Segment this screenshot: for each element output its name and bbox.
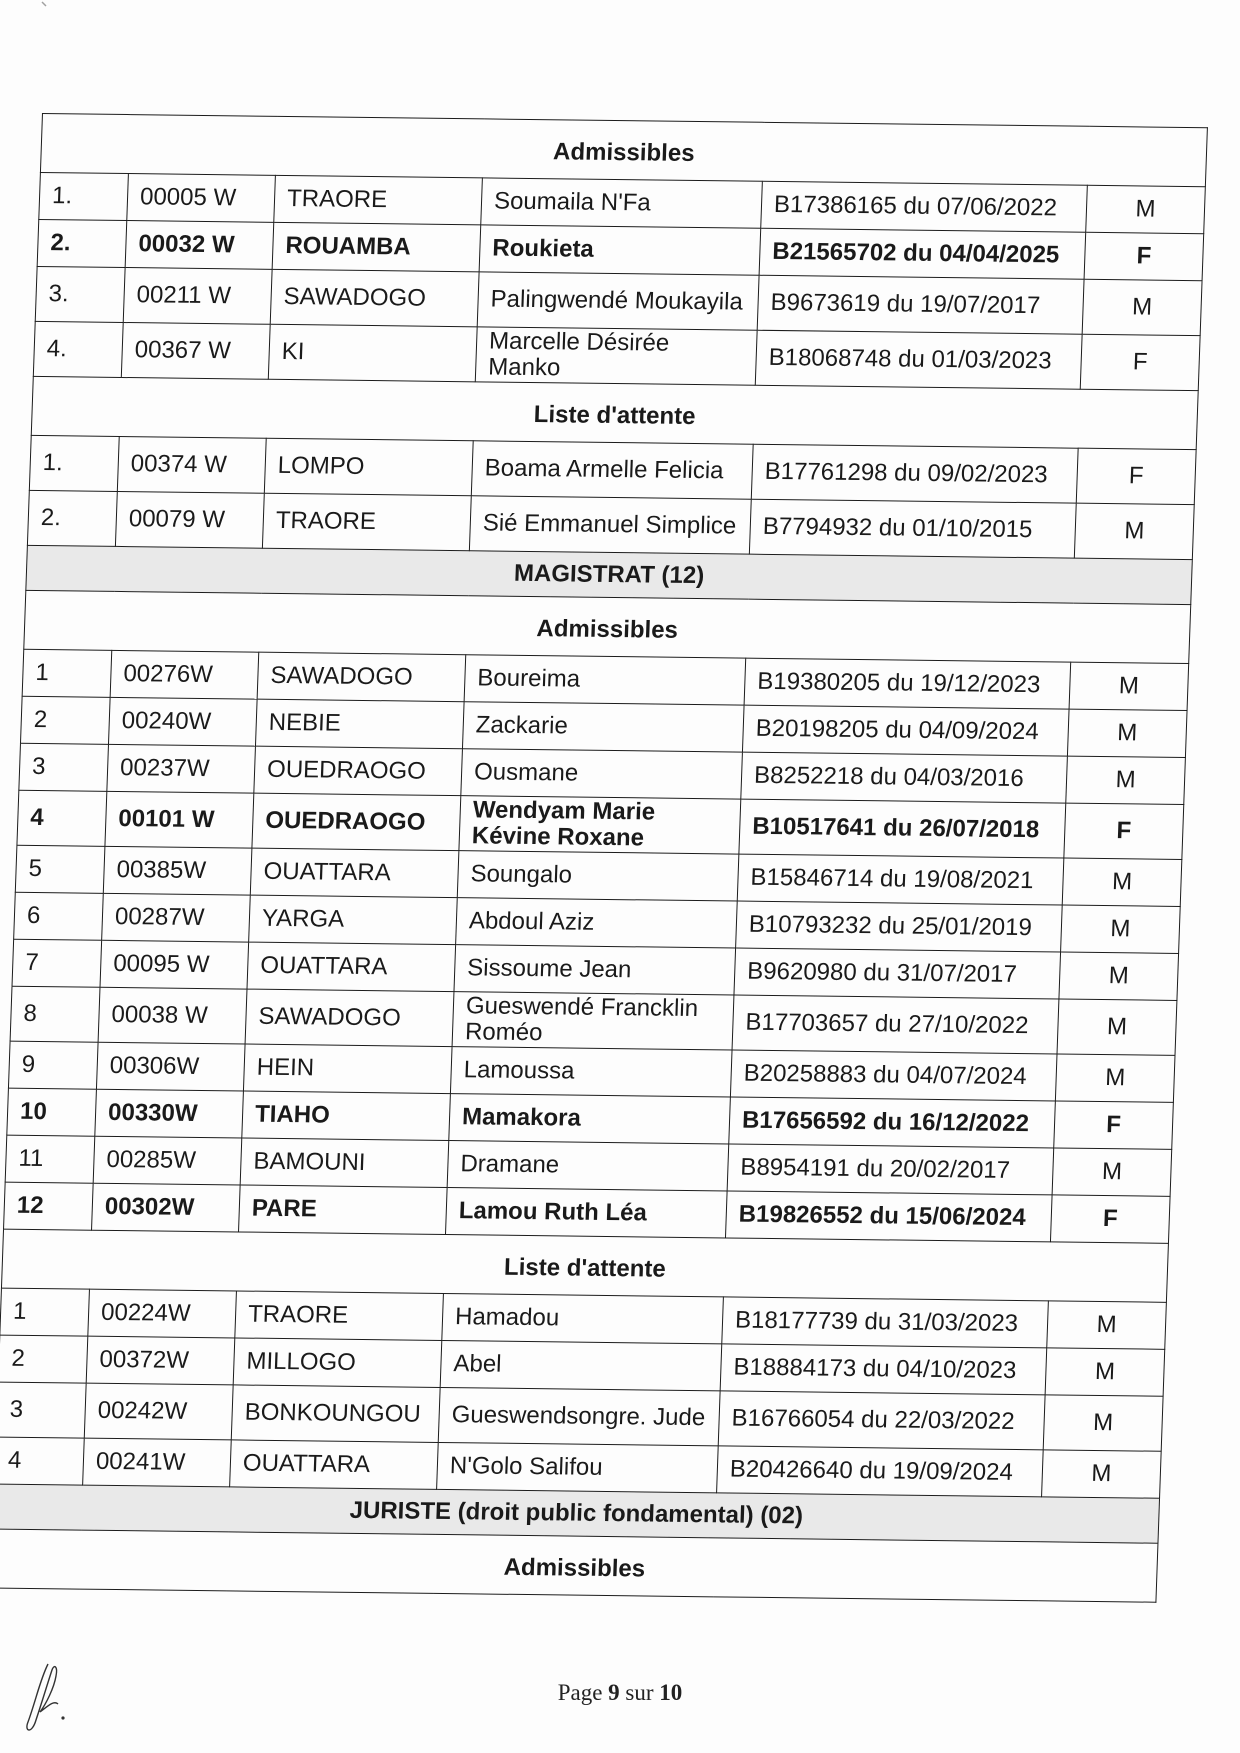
last-name-cell: TRAORE: [274, 175, 483, 225]
id-document-cell: B17386165 du 07/06/2022: [761, 181, 1088, 232]
first-name-cell: Sissoume Jean: [454, 945, 736, 995]
rank-cell: 1: [0, 1288, 89, 1336]
scan-artifact-icon: [20, 0, 80, 60]
registration-number-cell: 00302W: [92, 1183, 241, 1232]
rank-cell: 4.: [33, 321, 123, 377]
registration-number-cell: 00224W: [88, 1289, 237, 1338]
rank-cell: 6: [14, 892, 104, 940]
page-current: 9: [608, 1680, 620, 1705]
first-name-cell: Gueswendsongre. Jude: [438, 1387, 720, 1445]
first-name-cell: Ousmane: [461, 749, 743, 799]
rank-cell: 1.: [39, 172, 129, 220]
registration-number-cell: 00287W: [102, 893, 251, 942]
registration-number-cell: 00211 W: [123, 268, 272, 325]
first-name-cell: Soumaila N'Fa: [481, 178, 763, 228]
sex-cell: F: [1050, 1195, 1170, 1243]
group-label: Liste d'attente: [31, 376, 1198, 449]
registration-number-cell: 00038 W: [98, 987, 247, 1044]
last-name-cell: TIAHO: [242, 1091, 451, 1141]
id-document-cell: B18177739 du 31/03/2023: [722, 1297, 1049, 1348]
registration-number-cell: 00276W: [110, 650, 259, 699]
id-document-cell: B8252218 du 04/03/2016: [741, 752, 1068, 803]
rank-cell: 4: [17, 790, 107, 846]
sex-cell: M: [1042, 1450, 1162, 1498]
id-document-cell: B17703657 du 27/10/2022: [732, 995, 1059, 1054]
id-document-cell: B8954191 du 20/02/2017: [727, 1144, 1054, 1195]
registration-number-cell: 00241W: [83, 1438, 232, 1487]
sex-cell: M: [1047, 1301, 1167, 1349]
last-name-cell: TRAORE: [262, 493, 471, 551]
sex-cell: M: [1062, 858, 1182, 906]
last-name-cell: BAMOUNI: [240, 1138, 449, 1188]
last-name-cell: TRAORE: [235, 1291, 444, 1341]
id-document-cell: B18068748 du 01/03/2023: [755, 330, 1082, 389]
first-name-cell: Roukieta: [479, 225, 761, 275]
group-label: Admissibles: [40, 114, 1207, 187]
last-name-cell: OUATTARA: [247, 942, 456, 992]
registration-number-cell: 00079 W: [115, 491, 264, 548]
id-document-cell: B9620980 du 31/07/2017: [734, 948, 1061, 999]
sex-cell: M: [1069, 662, 1189, 710]
registration-number-cell: 00095 W: [100, 940, 249, 989]
sex-cell: F: [1064, 803, 1184, 859]
sex-cell: F: [1076, 448, 1196, 504]
sex-cell: F: [1080, 334, 1200, 390]
last-name-cell: OUEDRAOGO: [252, 793, 461, 851]
rank-cell: 7: [12, 939, 102, 987]
page-sep: sur: [625, 1680, 654, 1705]
results-table-container: [0, 113, 1207, 1603]
section-title: JURISTE (droit public fondamental) (02): [0, 1484, 1160, 1543]
page-total: 10: [659, 1680, 683, 1705]
rank-cell: 12: [4, 1182, 94, 1230]
registration-number-cell: 00374 W: [117, 436, 266, 493]
rank-cell: 1.: [29, 435, 119, 491]
rank-cell: 3: [0, 1382, 86, 1438]
first-name-cell: Sié Emmanuel Simplice: [469, 496, 751, 554]
id-document-cell: B21565702 du 04/04/2025: [759, 228, 1086, 279]
registration-number-cell: 00306W: [96, 1042, 245, 1091]
first-name-cell: Palingwendé Moukayila: [477, 272, 759, 330]
sex-cell: F: [1054, 1101, 1174, 1149]
first-name-cell: Marcelle Désirée Manko: [475, 327, 757, 385]
registration-number-cell: 00367 W: [121, 323, 270, 380]
id-document-cell: B15846714 du 19/08/2021: [737, 854, 1064, 905]
results-table-body: [0, 114, 1207, 1603]
sex-cell: M: [1057, 999, 1177, 1055]
sex-cell: F: [1084, 232, 1204, 280]
id-document-cell: B7794932 du 01/10/2015: [749, 499, 1076, 558]
rank-cell: 2: [20, 696, 110, 744]
sex-cell: M: [1055, 1054, 1175, 1102]
sex-cell: M: [1045, 1348, 1165, 1396]
last-name-cell: BONKOUNGOU: [231, 1385, 440, 1443]
first-name-cell: Wendyam Marie Kévine Roxane: [459, 796, 741, 854]
first-name-cell: Mamakora: [449, 1094, 731, 1144]
registration-number-cell: 00240W: [108, 697, 257, 746]
group-label: Admissibles: [0, 1529, 1158, 1602]
sex-cell: M: [1082, 279, 1202, 335]
first-name-cell: Lamou Ruth Léa: [445, 1188, 727, 1238]
first-name-cell: Zackarie: [462, 702, 744, 752]
results-table: [0, 113, 1208, 1603]
page-prefix: Page: [557, 1680, 603, 1705]
first-name-cell: N'Golo Salifou: [437, 1442, 719, 1492]
first-name-cell: Soungalo: [457, 851, 739, 901]
last-name-cell: KI: [268, 324, 477, 382]
registration-number-cell: 00032 W: [125, 221, 274, 270]
last-name-cell: OUEDRAOGO: [254, 746, 463, 796]
id-document-cell: B20198205 du 04/09/2024: [742, 705, 1069, 756]
registration-number-cell: 00385W: [103, 846, 252, 895]
first-name-cell: Boureima: [464, 655, 746, 705]
scan-artifact: [20, 0, 80, 60]
first-name-cell: Hamadou: [442, 1293, 724, 1343]
last-name-cell: SAWADOGO: [245, 989, 454, 1047]
rank-cell: 5: [15, 845, 105, 893]
last-name-cell: YARGA: [249, 895, 458, 945]
rank-cell: 2: [0, 1335, 88, 1383]
first-name-cell: Abdoul Aziz: [456, 898, 738, 948]
last-name-cell: OUATTARA: [250, 848, 459, 898]
id-document-cell: B17656592 du 16/12/2022: [729, 1097, 1056, 1148]
id-document-cell: B16766054 du 22/03/2022: [718, 1391, 1045, 1450]
section-title: MAGISTRAT (12): [26, 545, 1193, 604]
id-document-cell: B20426640 du 19/09/2024: [717, 1446, 1044, 1497]
first-name-cell: Boama Armelle Felicia: [471, 441, 753, 499]
sex-cell: M: [1052, 1148, 1172, 1196]
registration-number-cell: 00005 W: [127, 174, 276, 223]
rank-cell: 8: [10, 986, 100, 1042]
rank-cell: 2.: [27, 490, 117, 546]
id-document-cell: B10517641 du 26/07/2018: [739, 799, 1066, 858]
last-name-cell: SAWADOGO: [270, 269, 479, 327]
rank-cell: 9: [8, 1041, 98, 1089]
sex-cell: M: [1061, 905, 1181, 953]
group-label: Admissibles: [24, 590, 1191, 663]
last-name-cell: NEBIE: [255, 699, 464, 749]
rank-cell: 10: [7, 1088, 97, 1136]
first-name-cell: Dramane: [447, 1141, 729, 1191]
rank-cell: 3: [19, 743, 109, 791]
sex-cell: M: [1074, 503, 1194, 559]
first-name-cell: Gueswendé Francklin Roméo: [452, 992, 734, 1050]
rank-cell: 4: [0, 1437, 84, 1485]
registration-number-cell: 00101 W: [105, 791, 254, 848]
sex-cell: M: [1066, 756, 1186, 804]
id-document-cell: B19380205 du 19/12/2023: [744, 658, 1071, 709]
sex-cell: M: [1043, 1395, 1163, 1451]
id-document-cell: B10793232 du 25/01/2019: [736, 901, 1063, 952]
id-document-cell: B17761298 du 09/02/2023: [751, 444, 1078, 503]
sex-cell: M: [1059, 952, 1179, 1000]
id-document-cell: B19826552 du 15/06/2024: [725, 1191, 1052, 1242]
first-name-cell: Abel: [440, 1340, 722, 1390]
registration-number-cell: 00285W: [93, 1136, 242, 1185]
registration-number-cell: 00242W: [84, 1383, 233, 1440]
registration-number-cell: 00237W: [107, 744, 256, 793]
sex-cell: M: [1086, 185, 1206, 233]
registration-number-cell: 00372W: [86, 1336, 235, 1385]
last-name-cell: PARE: [239, 1185, 448, 1235]
rank-cell: 1: [22, 649, 112, 697]
rank-cell: 3.: [35, 266, 125, 322]
rank-cell: 11: [5, 1135, 95, 1183]
first-name-cell: Lamoussa: [450, 1047, 732, 1097]
last-name-cell: HEIN: [243, 1044, 452, 1094]
id-document-cell: B18884173 du 04/10/2023: [720, 1344, 1047, 1395]
sex-cell: M: [1067, 709, 1187, 757]
registration-number-cell: 00330W: [95, 1089, 244, 1138]
last-name-cell: MILLOGO: [233, 1338, 442, 1388]
last-name-cell: LOMPO: [264, 438, 473, 496]
page-footer: [0, 1680, 1240, 1706]
rank-cell: 2.: [37, 219, 127, 267]
id-document-cell: B20258883 du 04/07/2024: [730, 1050, 1057, 1101]
last-name-cell: SAWADOGO: [257, 652, 466, 702]
last-name-cell: OUATTARA: [230, 1440, 439, 1490]
group-label: Liste d'attente: [1, 1229, 1168, 1302]
id-document-cell: B9673619 du 19/07/2017: [757, 275, 1084, 334]
last-name-cell: ROUAMBA: [272, 222, 481, 272]
